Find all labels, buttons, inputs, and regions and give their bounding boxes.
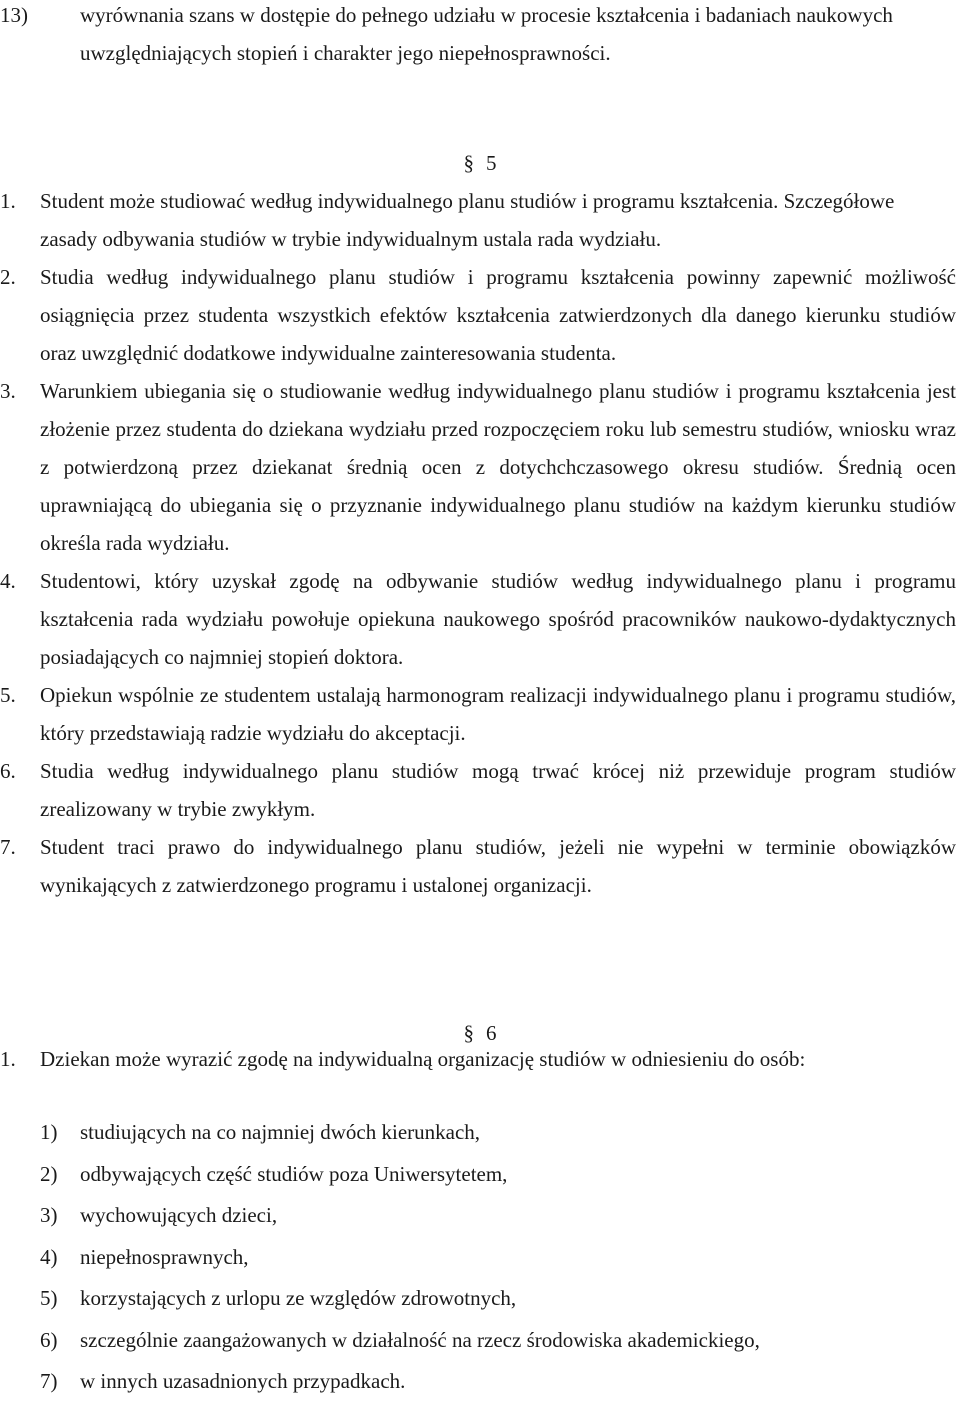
- subitem-text: wychowujących dzieci,: [80, 1203, 278, 1227]
- list-item: [0, 1237, 956, 1279]
- item-number: 5.: [0, 683, 16, 707]
- section-heading-5: [0, 144, 960, 182]
- item-number: 2.: [0, 265, 16, 289]
- item-number: 1.: [0, 1047, 16, 1071]
- list-item: [0, 676, 956, 752]
- section-6-sublist: [0, 1112, 956, 1403]
- list-item: [0, 1112, 956, 1154]
- item-number: 13): [0, 3, 28, 27]
- item-text: wyrównania szans w dostępie do pełnego udziału w procesie kształcenia i badaniach naukowych uwzględniających stopień i charakter jego niepełnosprawności.: [80, 3, 893, 65]
- subitem-text: szczególnie zaangażowanych w działalność na rzecz środowiska akademickiego,: [80, 1327, 760, 1352]
- list-item: [0, 1154, 956, 1196]
- subitem-number: 2): [40, 1161, 58, 1186]
- item-number: 4.: [0, 569, 16, 593]
- subitem-text: w innych uzasadnionych przypadkach.: [80, 1369, 406, 1393]
- subitem-text: odbywających część studiów poza Uniwersytetem,: [80, 1161, 508, 1186]
- item-text: Studia według indywidualnego planu studiów i programu kształcenia powinny zapewnić możliwość osiągnięcia przez studenta wszystkich efektów kształcenia zatwierdzonych dla danego kierunku studiów oraz uwzględnić dodatkowe indywidualne zainteresowania studenta.: [40, 265, 956, 365]
- list-item: [0, 0, 956, 72]
- subitem-number: 6): [40, 1327, 58, 1352]
- subitem-text: korzystających z urlopu ze względów zdrowotnych,: [80, 1286, 517, 1310]
- subitem-number: 4): [40, 1244, 58, 1269]
- item-text: Opiekun wspólnie ze studentem ustalają harmonogram realizacji indywidualnego planu i programu studiów, który przedstawiają radzie wydziału do akceptacji.: [40, 683, 956, 745]
- item-text: Studentowi, który uzyskał zgodę na odbywanie studiów według indywidualnego planu i programu kształcenia rada wydziału powołuje opiekuna naukowego spośród pracowników naukowo-dydaktycznych posiadających co najmniej stopień doktora.: [40, 569, 956, 669]
- item-text: Dziekan może wyrazić zgodę na indywidualną organizację studiów w odniesieniu do osób:: [40, 1047, 806, 1071]
- section-6-list: [0, 1043, 956, 1076]
- list-item: [0, 752, 956, 828]
- item-text: Student może studiować według indywidualnego planu studiów i programu kształcenia. Szczegółowe zasady odbywania studiów w trybie indywidualnym ustala rada wydziału.: [40, 189, 895, 251]
- item-number: 6.: [0, 759, 16, 783]
- list-item: [0, 182, 956, 258]
- item-text: Warunkiem ubiegania się o studiowanie według indywidualnego planu studiów i programu kształcenia jest złożenie przez studenta do dziekana wydziału przed rozpoczęciem roku lub semestru studiów, wniosku wraz z potwierdzoną przez dziekanat średnią ocen z dotychchczasowego okresu studiów. Średnią ocen uprawniającą do ubiegania się o przyznanie indywidualnego planu studiów na każdym kierunku studiów określa rada wydziału.: [40, 379, 956, 555]
- subitem-text: studiujących na co najmniej dwóch kierunkach,: [80, 1120, 481, 1144]
- item-text: Student traci prawo do indywidualnego planu studiów, jeżeli nie wypełni w terminie obowiązków wynikających z zatwierdzonego programu i ustalonej organizacji.: [40, 835, 956, 897]
- subitem-number: 3): [40, 1203, 58, 1227]
- item-number: 1.: [0, 189, 16, 213]
- subitem-number: 1): [40, 1120, 58, 1144]
- subitem-number: 5): [40, 1286, 58, 1310]
- item-number: 3.: [0, 379, 16, 403]
- section-symbol: §: [463, 151, 474, 175]
- subitem-text: niepełnosprawnych,: [80, 1244, 249, 1269]
- section-symbol: §: [463, 1021, 474, 1045]
- item-text: Studia według indywidualnego planu studiów mogą trwać krócej niż przewiduje program studiów zrealizowany w trybie zwykłym.: [40, 759, 956, 821]
- list-item: [0, 258, 956, 372]
- section-number: 6: [486, 1021, 497, 1045]
- list-item: [0, 1320, 956, 1362]
- section-5-list: [0, 182, 956, 904]
- list-item: [0, 1278, 956, 1320]
- list-item: [0, 372, 956, 562]
- list-item: [0, 828, 956, 904]
- item-number: 7.: [0, 835, 16, 859]
- list-item: [0, 1361, 956, 1403]
- list-item: [0, 1195, 956, 1237]
- subitem-number: 7): [40, 1369, 58, 1393]
- list-item: [0, 562, 956, 676]
- section-number: 5: [486, 151, 497, 175]
- list-item: [0, 1043, 956, 1076]
